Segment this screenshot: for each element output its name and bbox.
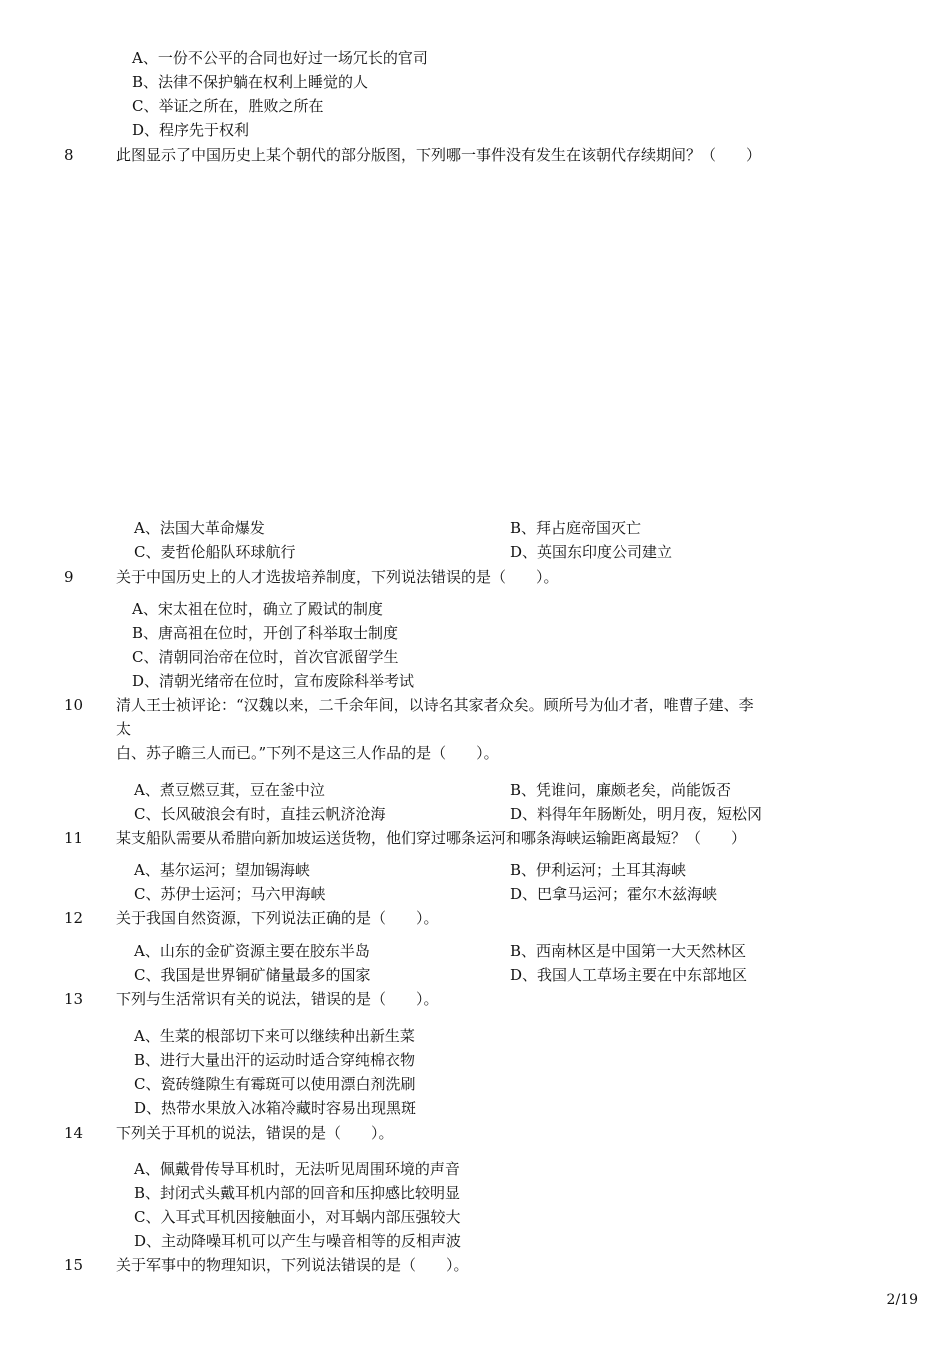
option-d: D、英国东印度公司建立 [510, 543, 673, 561]
option-c: C、我国是世界铜矿储量最多的国家 [134, 966, 371, 984]
option-b: B、凭谁问，廉颇老矣，尚能饭否 [510, 781, 732, 799]
option-b: B、法律不保护躺在权利上睡觉的人 [132, 73, 369, 91]
option-b: B、进行大量出汗的运动时适合穿纯棉衣物 [134, 1051, 416, 1069]
option-d: D、热带水果放入冰箱冷藏时容易出现黑斑 [134, 1099, 417, 1117]
option-d: D、巴拿马运河；霍尔木兹海峡 [510, 885, 718, 903]
question-text: 清人王士祯评论：“汉魏以来，二千余年间，以诗名其家者众矣。顾所号为仙才者，唯曹子建、李 [116, 696, 754, 714]
option-a: A、山东的金矿资源主要在胶东半岛 [134, 942, 370, 960]
option-b: B、伊利运河；土耳其海峡 [510, 861, 687, 879]
option-b: B、西南林区是中国第一大天然林区 [510, 942, 747, 960]
option-d: D、清朝光绪帝在位时，宣布废除科举考试 [132, 672, 415, 690]
option-d: D、料得年年肠断处，明月夜，短松冈 [510, 805, 763, 823]
question-text: 关于我国自然资源，下列说法正确的是（ ）。 [116, 909, 439, 927]
question-text-continued: 白、苏子瞻三人而已。”下列不是这三人作品的是（ ）。 [116, 744, 499, 762]
question-number: 9 [64, 568, 74, 586]
option-a: A、佩戴骨传导耳机时，无法听见周围环境的声音 [134, 1160, 460, 1178]
option-c: C、苏伊士运河；马六甲海峡 [134, 885, 326, 903]
question-text: 下列与生活常识有关的说法，错误的是（ ）。 [116, 990, 439, 1008]
option-d: D、我国人工草场主要在中东部地区 [510, 966, 748, 984]
option-b: B、唐高祖在位时，开创了科举取士制度 [132, 624, 399, 642]
option-a: A、一份不公平的合同也好过一场冗长的官司 [132, 49, 428, 67]
question-text: 下列关于耳机的说法，错误的是（ ）。 [116, 1124, 394, 1142]
option-b: B、拜占庭帝国灭亡 [510, 519, 642, 537]
question-text: 关于中国历史上的人才选拔培养制度，下列说法错误的是（ ）。 [116, 568, 559, 586]
page-number: 2/19 [886, 1292, 918, 1308]
question-text: 某支船队需要从希腊向新加坡运送货物，他们穿过哪条运河和哪条海峡运输距离最短？（ ） [116, 829, 747, 847]
option-c: C、瓷砖缝隙生有霉斑可以使用漂白剂洗刷 [134, 1075, 416, 1093]
question-number: 15 [64, 1256, 84, 1274]
question-text-wrap: 太 [116, 720, 132, 738]
option-a: A、煮豆燃豆萁，豆在釜中泣 [134, 781, 325, 799]
option-d: D、程序先于权利 [132, 121, 250, 139]
option-c: C、清朝同治帝在位时，首次官派留学生 [132, 648, 399, 666]
question-number: 11 [64, 829, 84, 847]
question-number: 8 [64, 146, 74, 164]
option-a: A、基尔运河；望加锡海峡 [134, 861, 310, 879]
option-b: B、封闭式头戴耳机内部的回音和压抑感比较明显 [134, 1184, 461, 1202]
option-d: D、主动降噪耳机可以产生与噪音相等的反相声波 [134, 1232, 462, 1250]
option-c: C、长风破浪会有时，直挂云帆济沧海 [134, 805, 386, 823]
question-text: 此图显示了中国历史上某个朝代的部分版图，下列哪一事件没有发生在该朝代存续期间？（ ） [116, 146, 762, 164]
question-number: 10 [64, 696, 84, 714]
option-a: A、法国大革命爆发 [134, 519, 265, 537]
option-a: A、宋太祖在位时，确立了殿试的制度 [132, 600, 383, 618]
question-number: 12 [64, 909, 84, 927]
option-c: C、举证之所在，胜败之所在 [132, 97, 324, 115]
question-number: 14 [64, 1124, 84, 1142]
option-a: A、生菜的根部切下来可以继续种出新生菜 [134, 1027, 415, 1045]
question-text: 关于军事中的物理知识，下列说法错误的是（ ）。 [116, 1256, 469, 1274]
option-c: C、入耳式耳机因接触面小，对耳蜗内部压强较大 [134, 1208, 461, 1226]
option-c: C、麦哲伦船队环球航行 [134, 543, 296, 561]
map-image-area [116, 172, 836, 507]
question-number: 13 [64, 990, 84, 1008]
